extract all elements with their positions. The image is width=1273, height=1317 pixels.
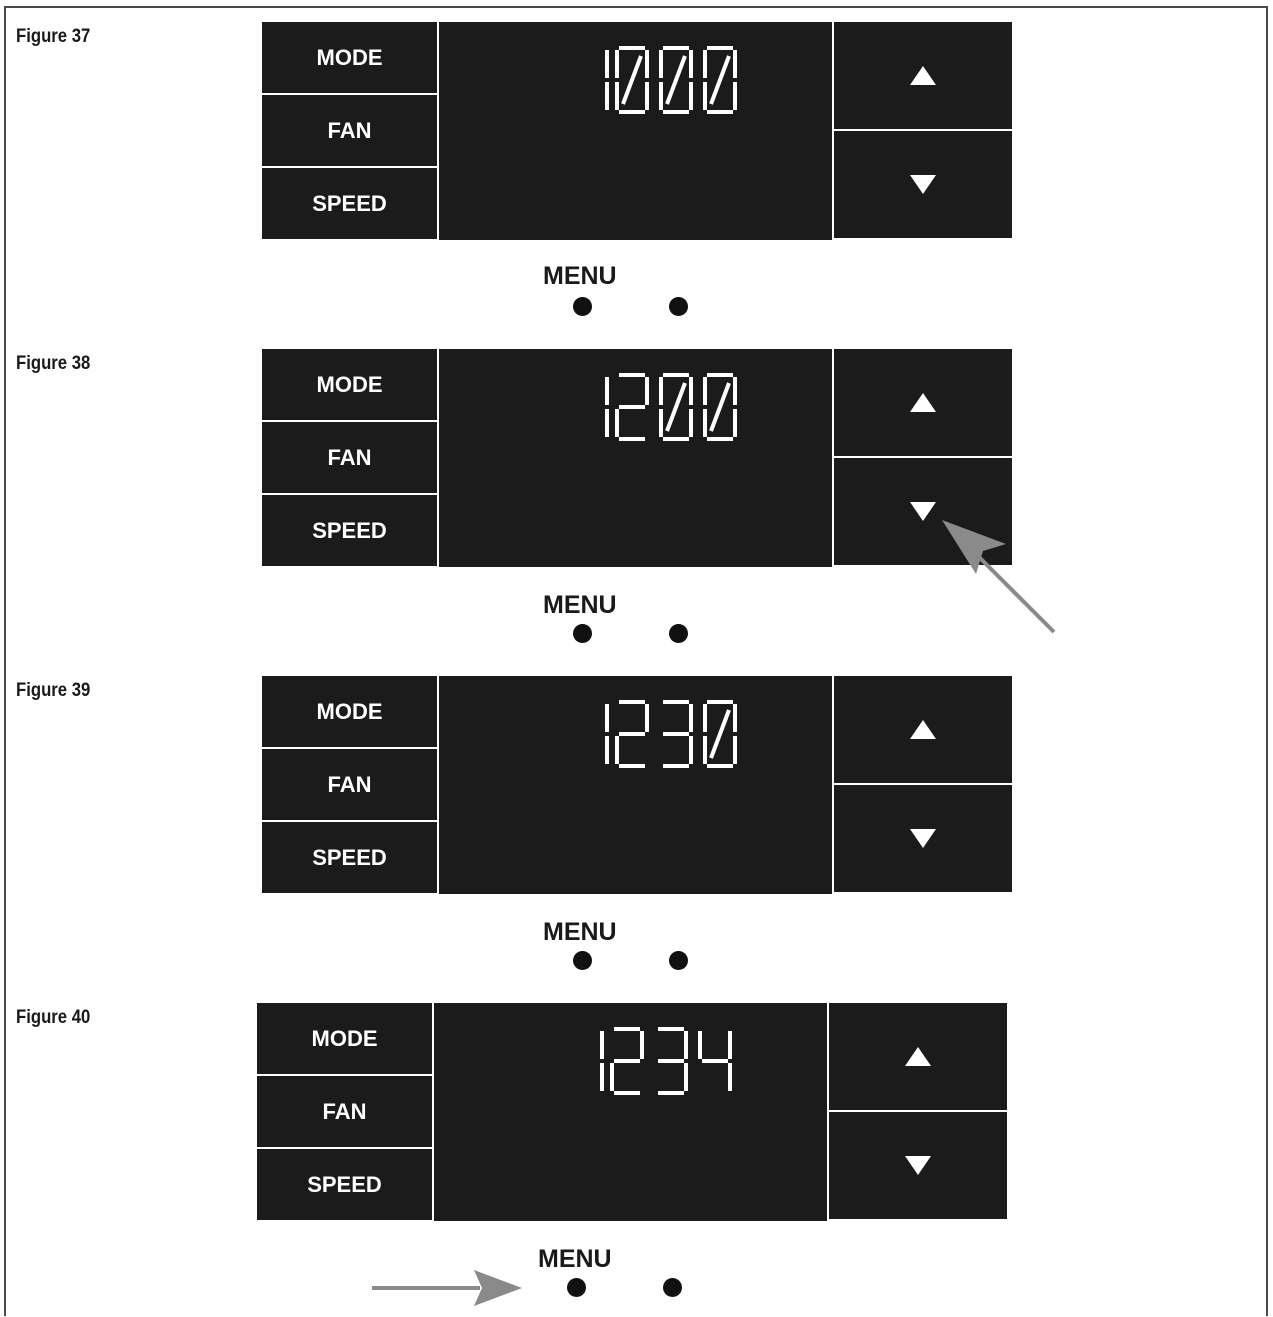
pointer-arrow-down-button xyxy=(942,520,1054,632)
figure-label: Figure 38 xyxy=(16,353,91,374)
figure-label: Figure 37 xyxy=(16,26,91,47)
speed-button[interactable]: SPEED xyxy=(262,495,437,566)
mode-button[interactable]: MODE xyxy=(262,22,437,93)
mode-button[interactable]: MODE xyxy=(262,676,437,747)
speed-button[interactable]: SPEED xyxy=(262,822,437,893)
mode-button[interactable]: MODE xyxy=(257,1003,432,1074)
menu-label: MENU xyxy=(543,591,617,619)
figure-label: Figure 39 xyxy=(16,680,91,701)
figure-label: Figure 40 xyxy=(16,1007,91,1028)
fan-button[interactable]: FAN xyxy=(262,95,437,166)
pointer-arrow-menu-button xyxy=(372,1270,522,1306)
menu-label: MENU xyxy=(543,918,617,946)
mode-button[interactable]: MODE xyxy=(262,349,437,420)
speed-button[interactable]: SPEED xyxy=(262,168,437,239)
menu-label: MENU xyxy=(538,1245,612,1273)
fan-button[interactable]: FAN xyxy=(262,749,437,820)
fan-button[interactable]: FAN xyxy=(262,422,437,493)
fan-button[interactable]: FAN xyxy=(257,1076,432,1147)
speed-button[interactable]: SPEED xyxy=(257,1149,432,1220)
menu-label: MENU xyxy=(543,262,617,290)
